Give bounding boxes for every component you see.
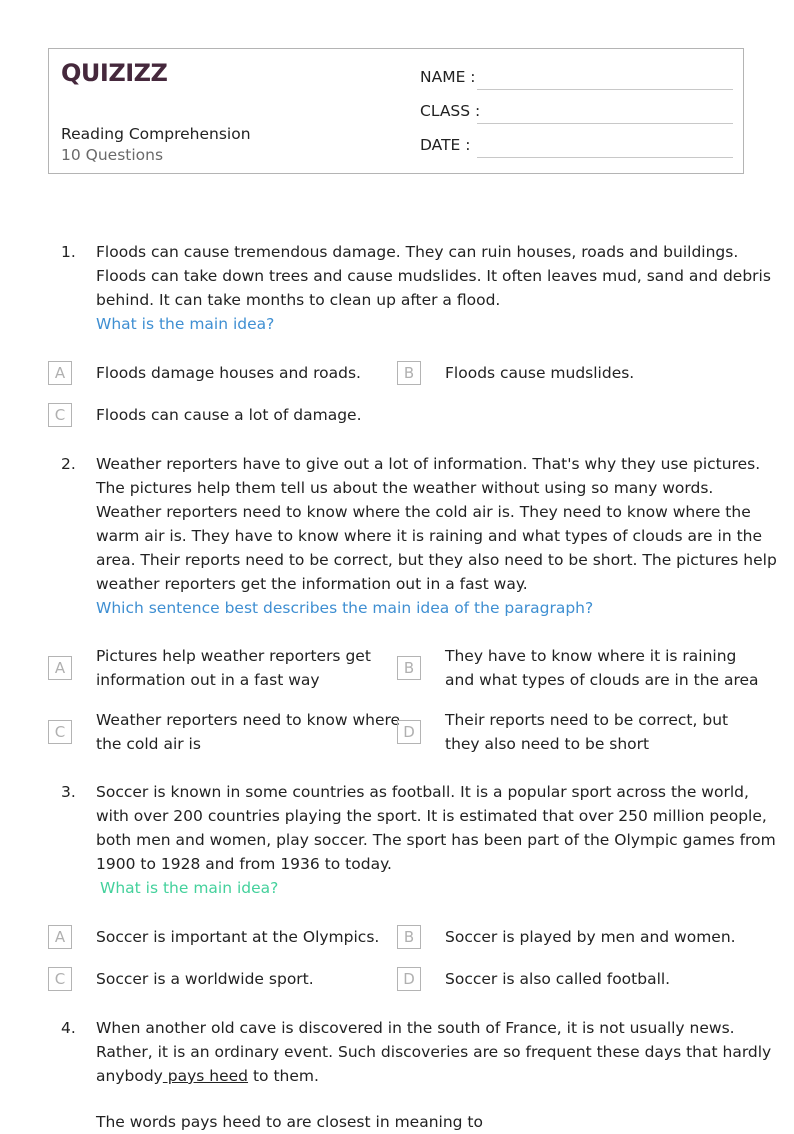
option-letter-box[interactable]: B — [397, 656, 421, 680]
option-text[interactable]: and what types of clouds are in the area — [445, 671, 759, 689]
option-letter-box[interactable]: A — [48, 361, 72, 385]
worksheet-title: Reading Comprehension — [61, 125, 251, 143]
underlined-phrase: pays heed — [162, 1067, 249, 1085]
option-text[interactable]: Soccer is played by men and women. — [445, 928, 736, 946]
question-text-line: weather reporters get the information out in a fast way. — [96, 575, 528, 593]
date-field[interactable] — [477, 157, 733, 158]
option-text[interactable]: Floods cause mudslides. — [445, 364, 635, 382]
name-label: NAME : — [420, 68, 476, 86]
question-text-line: Floods can cause tremendous damage. They can ruin houses, roads and buildings. — [96, 243, 739, 261]
question-text-line — [96, 1064, 319, 1088]
text-segment: to them. — [248, 1067, 319, 1085]
class-label: CLASS : — [420, 102, 481, 120]
question-prompt: What is the main idea? — [100, 879, 279, 897]
option-text[interactable]: Soccer is also called football. — [445, 970, 671, 988]
name-field[interactable] — [477, 89, 733, 90]
option-text[interactable]: Floods can cause a lot of damage. — [96, 406, 362, 424]
question-number: 1. — [61, 243, 76, 261]
date-label: DATE : — [420, 136, 471, 154]
question-number: 2. — [61, 455, 76, 473]
question-number: 4. — [61, 1019, 76, 1037]
quizizz-logo: QUIZIZZ — [61, 59, 168, 87]
option-letter-box[interactable]: A — [48, 925, 72, 949]
option-text[interactable]: Soccer is a worldwide sport. — [96, 970, 314, 988]
text-segment: anybody — [96, 1067, 163, 1085]
option-letter-box[interactable]: B — [397, 925, 421, 949]
class-field[interactable] — [477, 123, 733, 124]
option-letter-box[interactable]: D — [397, 720, 421, 744]
question-text-line: behind. It can take months to clean up after a flood. — [96, 291, 501, 309]
question-count: 10 Questions — [61, 146, 164, 164]
option-text[interactable]: Pictures help weather reporters get — [96, 647, 371, 665]
question-prompt: What is the main idea? — [96, 315, 275, 333]
option-letter-box[interactable]: B — [397, 361, 421, 385]
question-text-line: both men and women, play soccer. The sport has been part of the Olympic games from — [96, 831, 776, 849]
option-letter-box[interactable]: C — [48, 403, 72, 427]
option-text[interactable]: the cold air is — [96, 735, 201, 753]
option-text[interactable]: information out in a fast way — [96, 671, 320, 689]
question-prompt-cutoff: The words pays heed to are closest in meaning to — [96, 1113, 483, 1131]
option-letter-box[interactable]: A — [48, 656, 72, 680]
question-text-line: with over 200 countries playing the sport. It is estimated that over 250 million people, — [96, 807, 767, 825]
worksheet-header — [48, 48, 744, 174]
question-text-line: When another old cave is discovered in the south of France, it is not usually news. — [96, 1019, 735, 1037]
question-text-line: Weather reporters have to give out a lot of information. That's why they use pictures. — [96, 455, 761, 473]
option-text[interactable]: Floods damage houses and roads. — [96, 364, 361, 382]
question-text-line: area. Their reports need to be correct, but they also need to be short. The pictures help — [96, 551, 777, 569]
question-prompt: Which sentence best describes the main idea of the paragraph? — [96, 599, 594, 617]
question-text-line: Rather, it is an ordinary event. Such discoveries are so frequent these days that hardly — [96, 1043, 772, 1061]
option-letter-box[interactable]: C — [48, 967, 72, 991]
question-text-line: warm air is. They have to know where it is raining and what types of clouds are in the — [96, 527, 763, 545]
option-text[interactable]: Soccer is important at the Olympics. — [96, 928, 380, 946]
option-letter-box[interactable]: C — [48, 720, 72, 744]
question-text-line: 1900 to 1928 and from 1936 to today. — [96, 855, 392, 873]
question-text-line: The pictures help them tell us about the weather without using so many words. — [96, 479, 714, 497]
question-text-line: Soccer is known in some countries as football. It is a popular sport across the world, — [96, 783, 749, 801]
question-number: 3. — [61, 783, 76, 801]
option-letter-box[interactable]: D — [397, 967, 421, 991]
question-text-line: Weather reporters need to know where the cold air is. They need to know where the — [96, 503, 751, 521]
option-text[interactable]: they also need to be short — [445, 735, 650, 753]
option-text[interactable]: Weather reporters need to know where — [96, 711, 401, 729]
option-text[interactable]: They have to know where it is raining — [445, 647, 737, 665]
question-text-line: Floods can take down trees and cause mudslides. It often leaves mud, sand and debris — [96, 267, 771, 285]
option-text[interactable]: Their reports need to be correct, but — [445, 711, 729, 729]
